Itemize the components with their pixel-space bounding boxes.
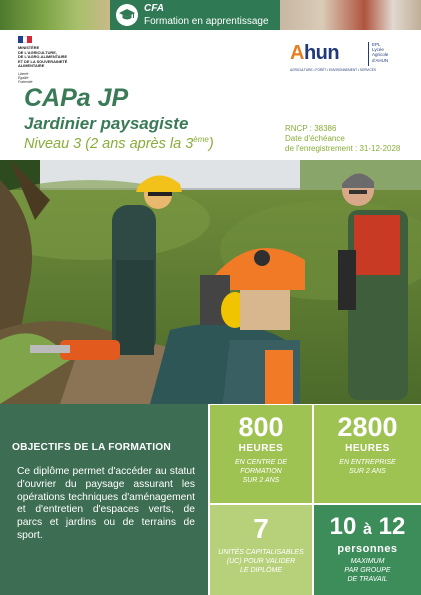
ahun-lycee-label: EPL Lycée Agricole d'AHUN [372,42,389,63]
objectives-title: OBJECTIFS DE LA FORMATION [12,442,171,453]
hero-photo [0,160,421,404]
ministry-motto: Liberté Égalité Fraternité [18,71,33,84]
stat-value: 2800 [337,412,398,442]
graduation-cap-icon [116,4,138,26]
ahun-wordmark: Ahun [290,42,340,64]
stat-unit: personnes [337,543,398,555]
stat-value: 10 à 12 [329,513,406,540]
level-label: Niveau 3 (2 ans après la 3ème) [24,135,214,152]
ahun-logo [290,38,405,78]
stat-value: 7 [253,513,269,544]
top-banner-photo-right [280,0,421,30]
rncp-info: RNCP : 38386 Date d'échéance de l'enregistrement : 31-12-2028 [285,124,401,153]
stat-value: 800 [238,412,284,442]
french-flag-icon [18,36,32,43]
stat-unit: HEURES [345,443,390,454]
cfa-badge [110,0,280,30]
stat-group-size [314,505,421,595]
stat-training-hours [210,405,312,503]
stat-units [210,505,312,595]
stat-caption: MAXIMUM PAR GROUPE DE TRAVAIL [344,558,391,583]
ministry-name: MINISTÈRE DE L'AGRICULTURE, DE L'AGRO-ALIMENTAIRE ET DE LA SOUVERAINETÉ ALIMENTAIRE [18,45,68,69]
stat-caption: UNITÉS CAPITALISABLES (UC) POUR VALIDER LE DIPLÔME [218,549,304,574]
top-banner-photo-left [0,0,110,30]
ministry-logo [18,36,98,84]
cfa-subtitle: Formation en apprentissage [144,16,269,27]
stat-caption: EN ENTREPRISE SUR 2 ANS [339,459,396,475]
ahun-divider [368,42,369,66]
stat-unit: HEURES [238,443,284,454]
page-title: CAPa JP [24,84,129,112]
stat-company-hours [314,405,421,503]
objectives-body: Ce diplôme permet d'accéder au statut d'ouvrier du paysage assurant les opérations techniques d'aménagement et d'entretien d'espaces verts, de parcs et jardins ou de terrains de sport. [17,466,195,541]
cfa-title: CFA [144,3,164,14]
stat-caption: EN CENTRE DE FORMATION SUR 2 ANS [234,459,288,484]
ahun-tagline: AGRICULTURE • FORÊT • ENVIRONNEMENT • SERVICES [290,68,376,72]
page-subtitle: Jardinier paysagiste [24,114,189,133]
